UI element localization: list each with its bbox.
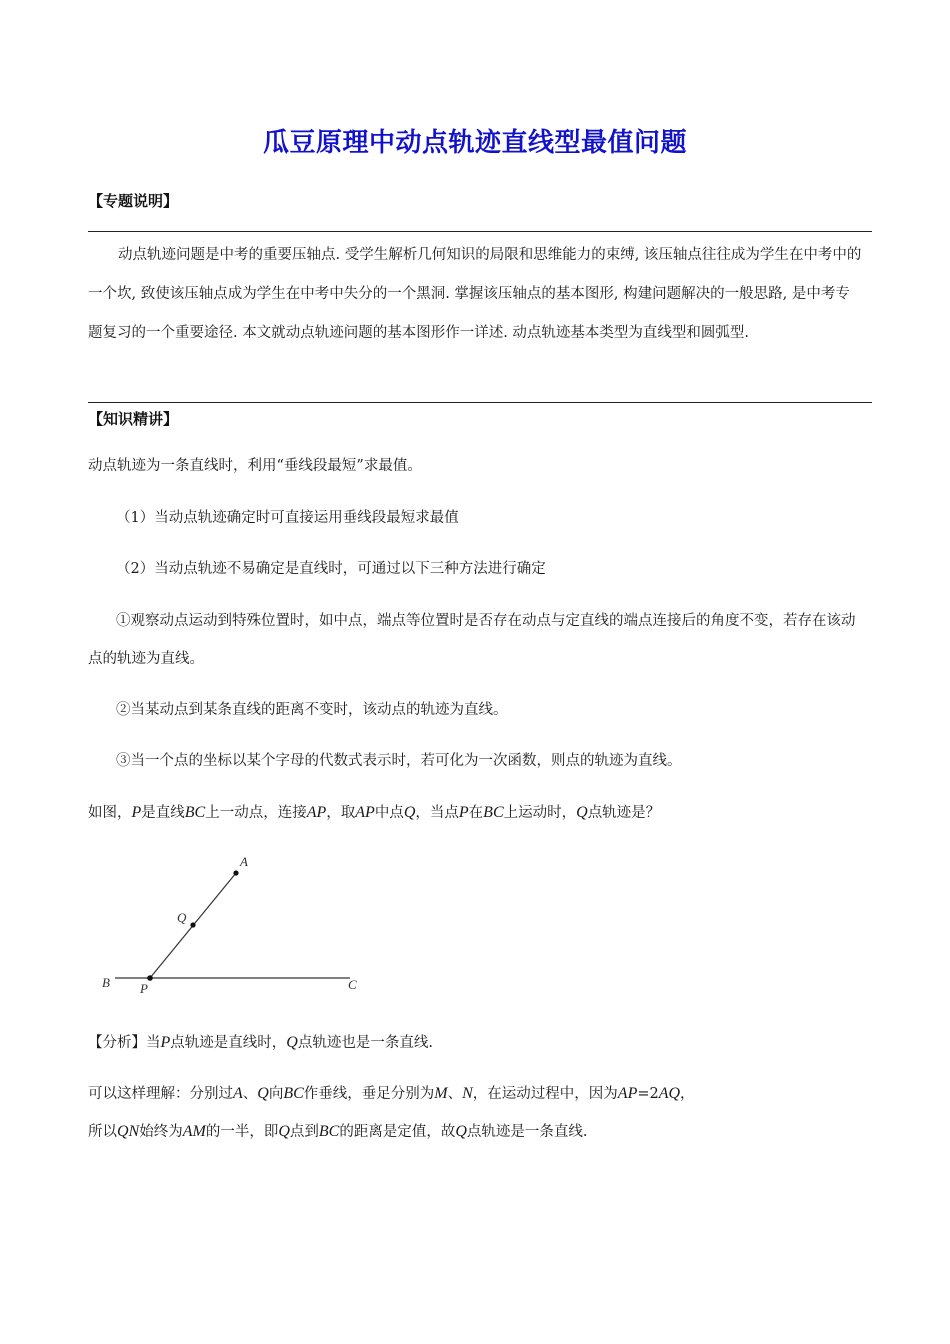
label-p: P	[140, 981, 148, 996]
intro-paragraph: 动点轨迹问题是中考的重要压轴点. 受学生解析几何知识的局限和思维能力的束缚, 该压轴点往往成为学生在中考中的一个坎, 致使该压轴点成为学生在中考中失分的一个黑洞. 掌握该压轴点的基本图形, 构建问题解决的一般思路, 是中考专题复习的一个重要途径. 本文就动点轨迹问题的基本图形作一详述. 动点轨迹基本类型为直线型和圆弧型.	[88, 247, 862, 341]
label-c: C	[348, 977, 357, 992]
label-b: B	[102, 975, 110, 990]
paragraph-rule-2: ②当某动点到某条直线的距离不变时，该动点的轨迹为直线。	[116, 702, 508, 718]
paragraph-method-1: （1）当动点轨迹确定时可直接运用垂线段最短求最值	[116, 510, 459, 526]
label-q: Q	[177, 910, 187, 925]
explanation-line-1: 可以这样理解：分别过A、Q向BC作垂线，垂足分别为M、N，在运动过程中，因为AP=2AQ，	[88, 1085, 695, 1102]
section-heading-knowledge: 【知识精讲】	[88, 410, 179, 428]
point-p	[147, 975, 153, 981]
question-paragraph: 如图，P是直线BC上一动点，连接AP，取AP中点Q，当点P在BC上运动时，Q点轨迹是？	[88, 804, 661, 821]
divider-top	[88, 231, 872, 232]
label-a: A	[240, 854, 248, 869]
section-heading-explanation: 【专题说明】	[88, 192, 179, 210]
page-title: 瓜豆原理中动点轨迹直线型最值问题	[262, 128, 687, 158]
point-q	[190, 922, 195, 927]
divider-bottom	[88, 402, 872, 403]
geometry-diagram	[95, 848, 375, 1000]
paragraph-1: 动点轨迹为一条直线时，利用“垂线段最短”求最值。	[88, 458, 422, 474]
paragraph-rule-1: ①观察动点运动到特殊位置时，如中点，端点等位置时是否存在动点与定直线的端点连接后的角度不变，若存在该动点的轨迹为直线。	[88, 613, 856, 667]
analysis-paragraph: 【分析】当P点轨迹是直线时，Q点轨迹也是一条直线.	[88, 1034, 433, 1051]
paragraph-rule-3: ③当一个点的坐标以某个字母的代数式表示时，若可化为一次函数，则点的轨迹为直线。	[116, 753, 682, 769]
explanation-line-2: 所以QN始终为AM的一半，即Q点到BC的距离是定值，故Q点轨迹是一条直线.	[88, 1123, 588, 1140]
paragraph-method-2: （2）当动点轨迹不易确定是直线时，可通过以下三种方法进行确定	[116, 561, 546, 577]
point-a	[233, 870, 238, 875]
